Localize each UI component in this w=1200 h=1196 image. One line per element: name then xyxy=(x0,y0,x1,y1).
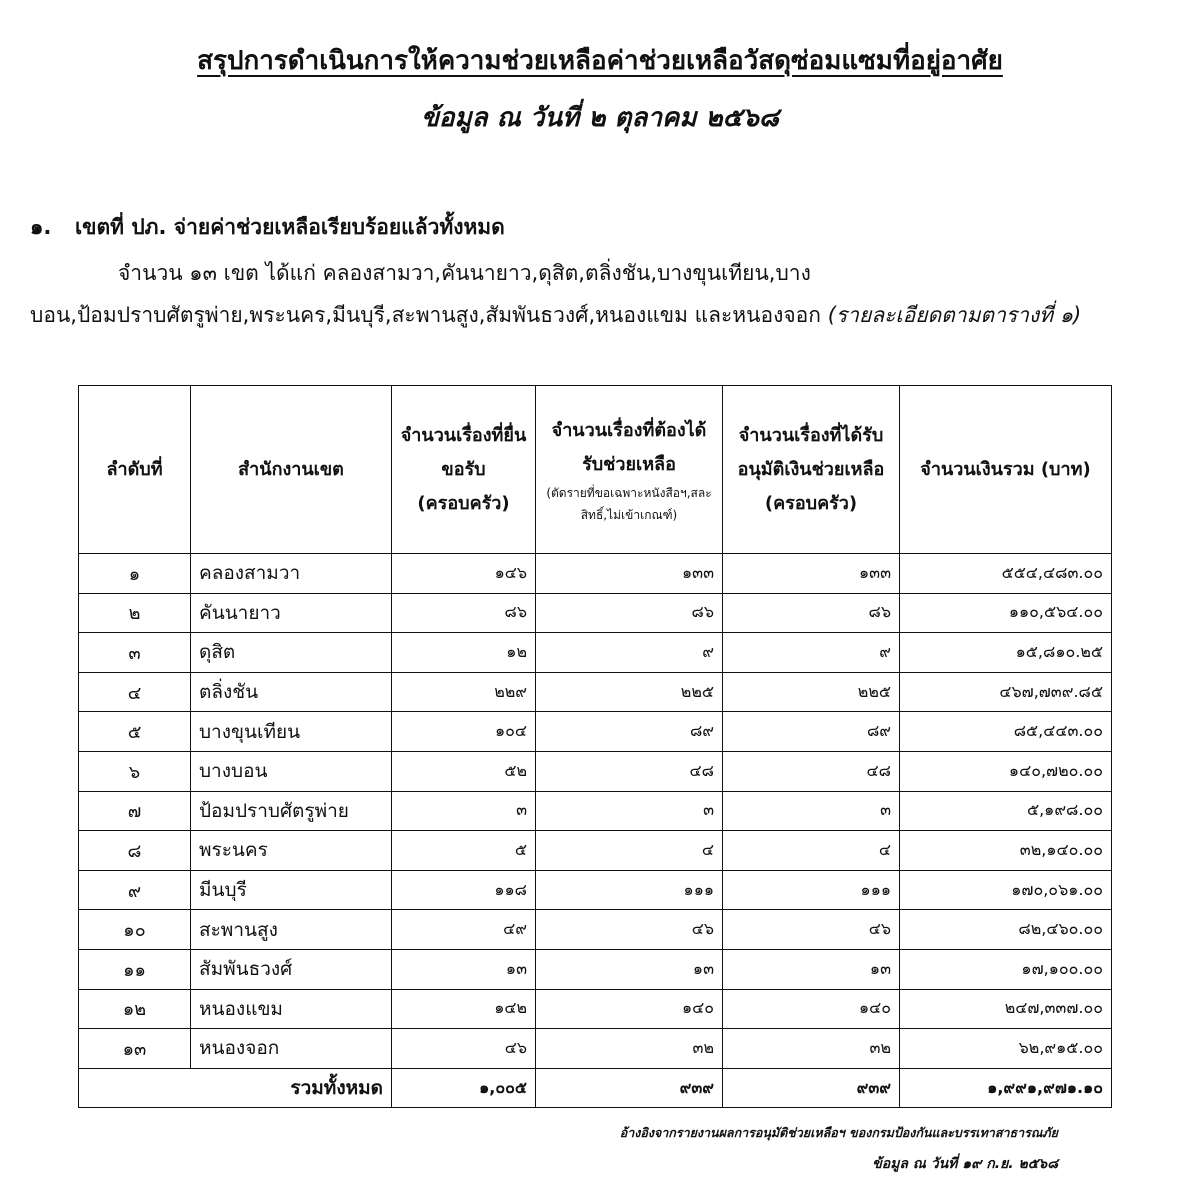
cell-amount: ๑๗๐,๐๖๑.๐๐ xyxy=(900,870,1112,910)
cell-amount: ๔๖๗,๗๓๙.๘๕ xyxy=(900,672,1112,712)
cell-district: สะพานสูง xyxy=(191,910,392,950)
cell-no: ๒ xyxy=(79,593,191,633)
table-row xyxy=(79,672,1112,712)
cell-amount: ๘๕,๔๔๓.๐๐ xyxy=(900,712,1112,752)
table-row xyxy=(79,791,1112,831)
cell-district: ดุสิต xyxy=(191,633,392,673)
total-amount: ๑,๙๙๑,๙๗๑.๑๐ xyxy=(900,1068,1112,1108)
cell-no: ๑๒ xyxy=(79,989,191,1029)
cell-no: ๘ xyxy=(79,831,191,871)
cell-applied: ๑๐๔ xyxy=(392,712,536,752)
cell-district: มีนบุรี xyxy=(191,870,392,910)
cell-district: ตลิ่งชัน xyxy=(191,672,392,712)
header-approved: จำนวนเรื่องที่ได้รับอนุมัติเงินช่วยเหลือ (ครอบครัว) xyxy=(723,386,900,554)
cell-eligible: ๑๑๑ xyxy=(536,870,723,910)
cell-district: ป้อมปราบศัตรูพ่าย xyxy=(191,791,392,831)
cell-approved: ๑๔๐ xyxy=(723,989,900,1029)
header-district: สำนักงานเขต xyxy=(191,386,392,554)
cell-approved: ๑๓ xyxy=(723,949,900,989)
cell-amount: ๓๒,๑๔๐.๐๐ xyxy=(900,831,1112,871)
cell-eligible: ๔ xyxy=(536,831,723,871)
cell-applied: ๒๒๙ xyxy=(392,672,536,712)
source-note: อ้างอิงจากรายงานผลการอนุมัติช่วยเหลือฯ ของกรมป้องกันและบรรเทาสาธารณภัย xyxy=(619,1125,1058,1140)
cell-approved: ๓๒ xyxy=(723,1029,900,1069)
table-row xyxy=(79,870,1112,910)
summary-table xyxy=(78,385,1112,1108)
table-row xyxy=(79,712,1112,752)
cell-amount: ๑๕,๘๑๐.๒๕ xyxy=(900,633,1112,673)
cell-applied: ๕๒ xyxy=(392,751,536,791)
table-row xyxy=(79,554,1112,594)
cell-eligible: ๔๖ xyxy=(536,910,723,950)
cell-eligible: ๓๒ xyxy=(536,1029,723,1069)
cell-eligible: ๑๓๓ xyxy=(536,554,723,594)
total-row xyxy=(79,1068,1112,1108)
section-heading xyxy=(30,211,505,244)
page-subtitle: ข้อมูล ณ วันที่ ๒ ตุลาคม ๒๕๖๘ xyxy=(421,103,779,133)
table-row xyxy=(79,1029,1112,1069)
cell-no: ๑๑ xyxy=(79,949,191,989)
cell-approved: ๘๙ xyxy=(723,712,900,752)
cell-no: ๖ xyxy=(79,751,191,791)
section-paragraph xyxy=(30,252,1120,336)
cell-applied: ๑๓ xyxy=(392,949,536,989)
cell-eligible: ๘๙ xyxy=(536,712,723,752)
header-amount: จำนวนเงินรวม (บาท) xyxy=(900,386,1112,554)
cell-no: ๔ xyxy=(79,672,191,712)
section-heading-text: เขตที่ ปภ. จ่ายค่าช่วยเหลือเรียบร้อยแล้วทั้งหมด xyxy=(75,215,505,239)
table-row xyxy=(79,751,1112,791)
cell-amount: ๑๑๐,๕๖๔.๐๐ xyxy=(900,593,1112,633)
cell-no: ๙ xyxy=(79,870,191,910)
table-row xyxy=(79,633,1112,673)
cell-amount: ๑๗,๑๐๐.๐๐ xyxy=(900,949,1112,989)
cell-approved: ๑๓๓ xyxy=(723,554,900,594)
cell-no: ๓ xyxy=(79,633,191,673)
cell-applied: ๓ xyxy=(392,791,536,831)
cell-approved: ๘๖ xyxy=(723,593,900,633)
cell-eligible: ๑๔๐ xyxy=(536,989,723,1029)
cell-amount: ๑๔๐,๗๒๐.๐๐ xyxy=(900,751,1112,791)
cell-approved: ๓ xyxy=(723,791,900,831)
source-date: ข้อมูล ณ วันที่ ๑๙ ก.ย. ๒๕๖๘ xyxy=(872,1156,1058,1172)
cell-no: ๗ xyxy=(79,791,191,831)
cell-district: บางบอน xyxy=(191,751,392,791)
cell-district: สัมพันธวงศ์ xyxy=(191,949,392,989)
cell-applied: ๑๔๖ xyxy=(392,554,536,594)
paragraph-text: จำนวน ๑๓ เขต ได้แก่ คลองสามวา,คันนายาว,ดุสิต,ตลิ่งชัน,บางขุนเทียน,บางบอน,ป้อมปราบศัตรูพ่าย,พระนคร,มีนบุรี,สะพานสูง,สัมพันธวงศ์,หนองแขม และหนองจอก xyxy=(30,261,822,327)
cell-district: บางขุนเทียน xyxy=(191,712,392,752)
cell-applied: ๑๑๘ xyxy=(392,870,536,910)
cell-approved: ๔ xyxy=(723,831,900,871)
table-row xyxy=(79,989,1112,1029)
table-header-row xyxy=(79,386,1112,554)
cell-no: ๑๐ xyxy=(79,910,191,950)
header-eligible-text: จำนวนเรื่องที่ต้องได้รับช่วยเหลือ xyxy=(551,419,707,475)
page-title: สรุปการดำเนินการให้ความช่วยเหลือค่าช่วยเหลือวัสดุซ่อมแซมที่อยู่อาศัย xyxy=(197,46,1003,76)
cell-applied: ๔๙ xyxy=(392,910,536,950)
total-eligible: ๙๓๙ xyxy=(536,1068,723,1108)
table-row xyxy=(79,831,1112,871)
cell-district: คลองสามวา xyxy=(191,554,392,594)
cell-no: ๑ xyxy=(79,554,191,594)
cell-applied: ๔๖ xyxy=(392,1029,536,1069)
table-reference: (รายละเอียดตามตารางที่ ๑) xyxy=(827,303,1082,327)
cell-amount: ๒๔๗,๓๓๗.๐๐ xyxy=(900,989,1112,1029)
section-number: ๑. xyxy=(30,215,52,239)
cell-district: หนองจอก xyxy=(191,1029,392,1069)
cell-no: ๕ xyxy=(79,712,191,752)
cell-amount: ๕,๑๙๘.๐๐ xyxy=(900,791,1112,831)
table-row xyxy=(79,910,1112,950)
cell-no: ๑๓ xyxy=(79,1029,191,1069)
total-approved: ๙๓๙ xyxy=(723,1068,900,1108)
cell-eligible: ๑๓ xyxy=(536,949,723,989)
cell-approved: ๔๖ xyxy=(723,910,900,950)
table-row xyxy=(79,949,1112,989)
cell-applied: ๑๔๒ xyxy=(392,989,536,1029)
cell-approved: ๔๘ xyxy=(723,751,900,791)
cell-district: คันนายาว xyxy=(191,593,392,633)
header-eligible-note: (ตัดรายที่ขอเฉพาะหนังสือฯ,สละสิทธิ์,ไม่เข้าเกณฑ์) xyxy=(546,485,712,522)
cell-eligible: ๒๒๕ xyxy=(536,672,723,712)
cell-approved: ๒๒๕ xyxy=(723,672,900,712)
header-eligible xyxy=(536,386,723,554)
total-label: รวมทั้งหมด xyxy=(79,1068,392,1108)
cell-eligible: ๓ xyxy=(536,791,723,831)
cell-district: พระนคร xyxy=(191,831,392,871)
cell-amount: ๘๒,๔๖๐.๐๐ xyxy=(900,910,1112,950)
cell-eligible: ๙ xyxy=(536,633,723,673)
cell-eligible: ๘๖ xyxy=(536,593,723,633)
cell-approved: ๑๑๑ xyxy=(723,870,900,910)
cell-approved: ๙ xyxy=(723,633,900,673)
table-row xyxy=(79,593,1112,633)
cell-applied: ๑๒ xyxy=(392,633,536,673)
header-no: ลำดับที่ xyxy=(79,386,191,554)
cell-amount: ๖๒,๙๑๕.๐๐ xyxy=(900,1029,1112,1069)
cell-amount: ๕๕๔,๔๘๓.๐๐ xyxy=(900,554,1112,594)
cell-applied: ๘๖ xyxy=(392,593,536,633)
total-applied: ๑,๐๐๕ xyxy=(392,1068,536,1108)
header-applied: จำนวนเรื่องที่ยื่นขอรับ (ครอบครัว) xyxy=(392,386,536,554)
cell-district: หนองแขม xyxy=(191,989,392,1029)
cell-applied: ๕ xyxy=(392,831,536,871)
cell-eligible: ๔๘ xyxy=(536,751,723,791)
